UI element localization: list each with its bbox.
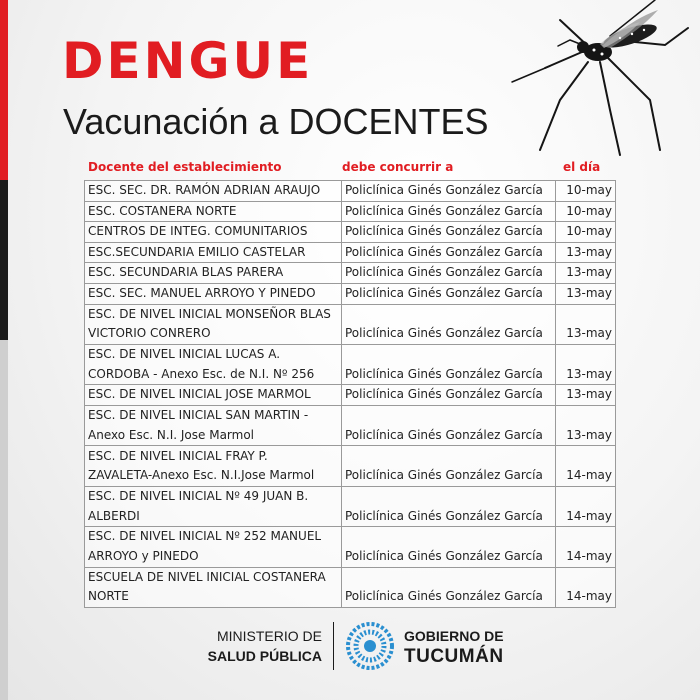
day-cell: 14-may — [556, 567, 616, 607]
column-header-day: el día — [563, 160, 601, 174]
school-cell — [85, 446, 342, 486]
school-name-line: ESC. SEC. DR. RAMÓN ADRIAN ARAUJO — [88, 183, 321, 197]
place-cell: Policlínica Ginés González García — [342, 263, 556, 284]
place-cell: Policlínica Ginés González García — [342, 181, 556, 202]
column-header-school: Docente del establecimiento — [88, 160, 282, 174]
table-row — [85, 222, 616, 243]
day-cell: 13-may — [556, 304, 616, 344]
ministry-line-1: MINISTERIO DE — [216, 628, 322, 644]
school-name-line: ESC. COSTANERA NORTE — [88, 203, 237, 218]
school-cell — [85, 263, 342, 284]
table-row — [85, 385, 616, 406]
school-name-line: CORDOBA - Anexo Esc. de N.I. Nº 256 — [88, 366, 315, 381]
place-cell: Policlínica Ginés González García — [342, 486, 556, 526]
place-cell: Policlínica Ginés González García — [342, 567, 556, 607]
school-name-line: ESC. DE NIVEL INICIAL Nº 252 MANUEL — [88, 529, 322, 544]
page-title: DENGUE — [62, 32, 314, 90]
school-name-line: ALBERDI — [88, 508, 140, 523]
ministry-line-2: SALUD PÚBLICA — [207, 648, 322, 664]
table-row — [85, 304, 616, 344]
day-cell: 13-may — [556, 405, 616, 445]
school-name-line: VICTORIO CONRERO — [88, 326, 211, 341]
vaccination-schedule-table — [84, 180, 616, 608]
school-name-line: Anexo Esc. N.I. Jose Marmol — [88, 427, 255, 442]
sun-seal-icon — [346, 622, 394, 670]
table-row — [85, 446, 616, 486]
school-cell — [85, 405, 342, 445]
school-name-line: ESC.SECUNDARIA EMILIO CASTELAR — [88, 244, 306, 259]
footer-divider — [333, 622, 334, 670]
table-row — [85, 181, 616, 202]
government-line-2: TUCUMÁN — [404, 646, 504, 667]
place-cell: Policlínica Ginés González García — [342, 446, 556, 486]
school-cell — [85, 283, 342, 304]
school-cell — [85, 222, 342, 243]
place-cell: Policlínica Ginés González García — [342, 222, 556, 243]
page-subtitle: Vacunación a DOCENTES — [63, 101, 489, 142]
place-cell: Policlínica Ginés González García — [342, 242, 556, 263]
table-row — [85, 201, 616, 222]
school-cell — [85, 181, 342, 202]
day-cell: 14-may — [556, 486, 616, 526]
school-cell — [85, 527, 342, 567]
day-cell: 13-may — [556, 385, 616, 406]
school-cell — [85, 344, 342, 384]
school-cell — [85, 304, 342, 344]
table-row — [85, 263, 616, 284]
table-row — [85, 486, 616, 526]
school-name-line: ESC. DE NIVEL INICIAL Nº 49 JUAN B. — [88, 488, 309, 503]
mosquito-icon — [490, 0, 690, 160]
place-cell: Policlínica Ginés González García — [342, 527, 556, 567]
day-cell: 13-may — [556, 344, 616, 384]
school-name-line: ESC. DE NIVEL INICIAL FRAY P. — [88, 448, 268, 463]
government-line-1: GOBIERNO DE — [404, 628, 504, 644]
column-header-place: debe concurrir a — [342, 160, 454, 174]
school-name-line: ZAVALETA-Anexo Esc. N.I.Jose Marmol — [88, 468, 315, 483]
table-row — [85, 527, 616, 567]
school-name-line: ESCUELA DE NIVEL INICIAL COSTANERA — [88, 569, 326, 584]
school-name-line: ESC. DE NIVEL INICIAL SAN MARTIN - — [88, 408, 309, 423]
table-row — [85, 344, 616, 384]
place-cell: Policlínica Ginés González García — [342, 385, 556, 406]
table-row — [85, 405, 616, 445]
table-row — [85, 242, 616, 263]
school-cell — [85, 242, 342, 263]
school-name-line: ESC. DE NIVEL INICIAL LUCAS A. — [88, 347, 281, 362]
school-name-line: CENTROS DE INTEG. COMUNITARIOS — [88, 224, 308, 239]
school-cell — [85, 486, 342, 526]
school-name-line: ESC. SECUNDARIA BLAS PARERA — [88, 265, 284, 280]
school-cell — [85, 201, 342, 222]
place-cell: Policlínica Ginés González García — [342, 201, 556, 222]
school-cell — [85, 385, 342, 406]
table-row — [85, 567, 616, 607]
day-cell: 14-may — [556, 446, 616, 486]
day-cell: 13-may — [556, 242, 616, 263]
place-cell: Policlínica Ginés González García — [342, 405, 556, 445]
place-cell: Policlínica Ginés González García — [342, 344, 556, 384]
day-cell: 10-may — [556, 222, 616, 243]
left-accent-bar — [0, 0, 8, 700]
school-name-line: NORTE — [88, 589, 129, 604]
day-cell: 13-may — [556, 263, 616, 284]
school-cell — [85, 567, 342, 607]
day-cell: 10-may — [556, 201, 616, 222]
day-cell: 10-may — [556, 181, 616, 202]
school-name-line: ESC. DE NIVEL INICIAL JOSE MARMOL — [88, 387, 311, 402]
school-name-line: ESC. DE NIVEL INICIAL MONSEÑOR BLAS — [88, 306, 331, 321]
day-cell: 14-may — [556, 527, 616, 567]
place-cell: Policlínica Ginés González García — [342, 283, 556, 304]
school-name-line: ESC. SEC. MANUEL ARROYO Y PINEDO — [88, 285, 316, 300]
day-cell: 13-may — [556, 283, 616, 304]
school-name-line: ARROYO y PINEDO — [88, 548, 199, 563]
place-cell: Policlínica Ginés González García — [342, 304, 556, 344]
accent-black — [0, 180, 8, 340]
accent-red — [0, 0, 8, 180]
table-row — [85, 283, 616, 304]
footer-logos — [0, 620, 700, 680]
